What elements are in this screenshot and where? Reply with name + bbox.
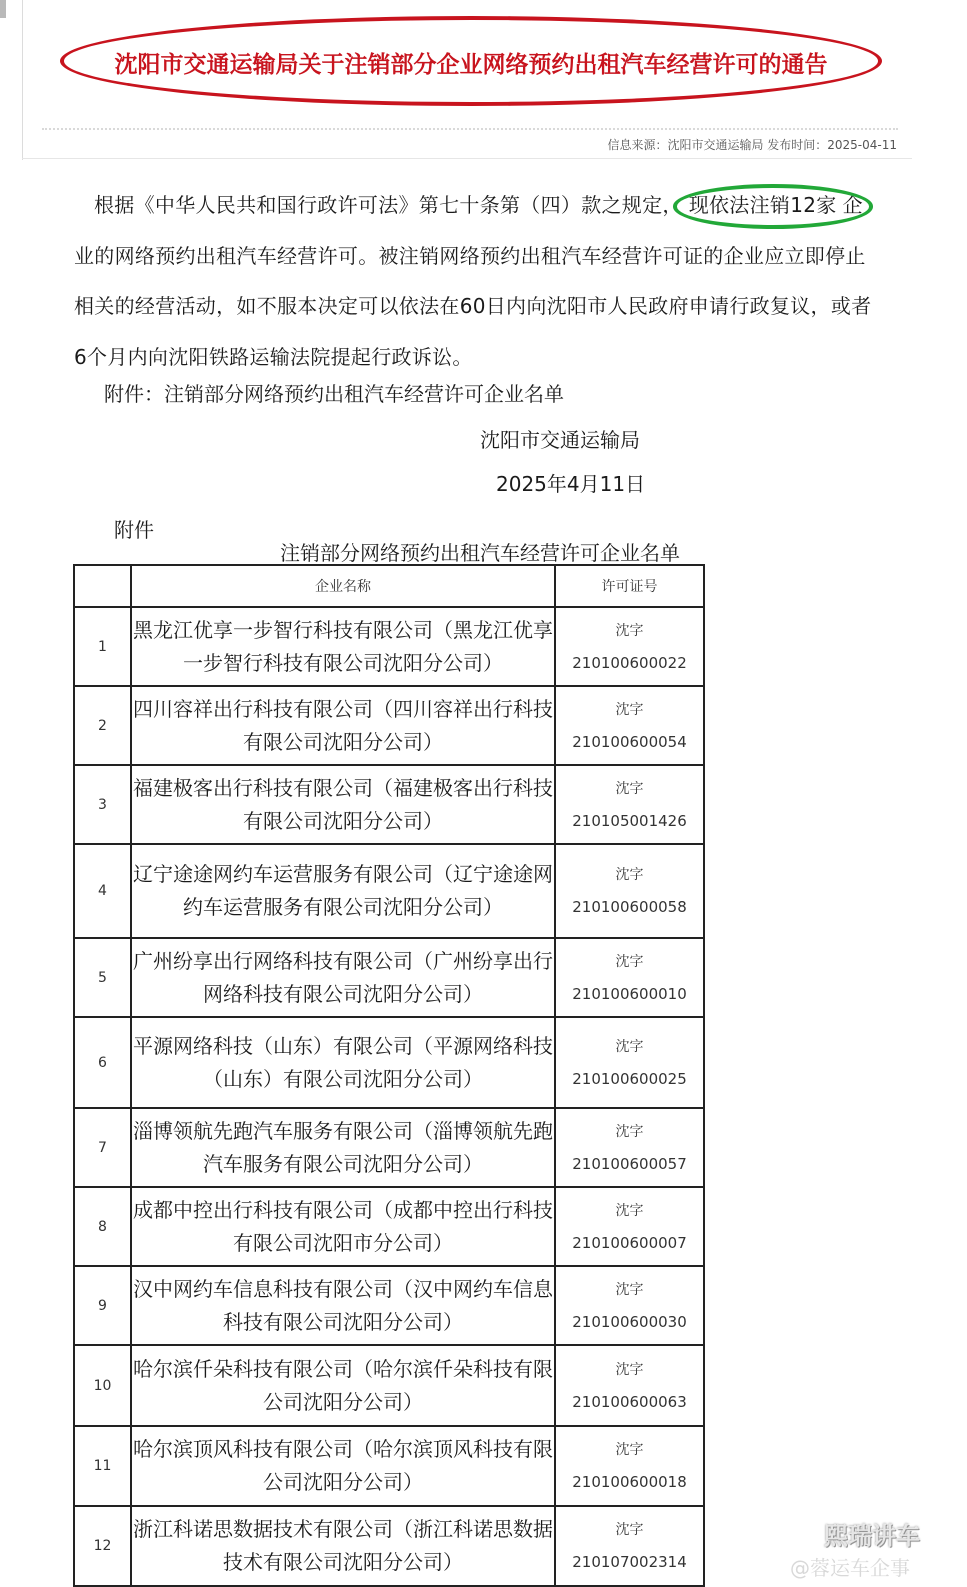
header-divider bbox=[22, 158, 912, 159]
platform-watermark: @蓉运车企事 bbox=[790, 1556, 910, 1580]
license-cell bbox=[555, 1108, 704, 1187]
table-row bbox=[74, 1108, 704, 1187]
row-index: 11 bbox=[74, 1426, 131, 1506]
notice-body bbox=[74, 180, 880, 382]
table-row bbox=[74, 1426, 704, 1506]
company-name: 哈尔滨顶风科技有限公司（哈尔滨顶风科技有限公司沈阳分公司） bbox=[131, 1426, 555, 1506]
license-cell bbox=[555, 765, 704, 844]
body-text-part2: 企业的网络预约出租汽车经营许可。被注销网络预约出租汽车经营许可证的企业应立即停止相关的经营活动，如不服本决定可以依法在60日内向沈阳市人民政府申请行政复议，或者6个月内向沈阳铁路运输法院提起行政诉讼。 bbox=[74, 193, 872, 369]
row-index: 4 bbox=[74, 844, 131, 938]
license-cell bbox=[555, 1506, 704, 1586]
license-number: 210105001426 bbox=[572, 811, 687, 830]
row-index: 3 bbox=[74, 765, 131, 844]
table-row bbox=[74, 1345, 704, 1426]
highlighted-text: 现依法注销12家 bbox=[688, 193, 837, 217]
row-index: 5 bbox=[74, 938, 131, 1017]
license-number: 210100600058 bbox=[572, 898, 687, 916]
company-name: 平源网络科技（山东）有限公司（平源网络科技（山东）有限公司沈阳分公司） bbox=[131, 1017, 555, 1108]
license-prefix: 沈字 bbox=[615, 1123, 644, 1140]
table-row bbox=[74, 1187, 704, 1266]
table-row bbox=[74, 844, 704, 938]
title-block bbox=[60, 16, 880, 104]
license-cell bbox=[555, 1017, 704, 1108]
header-license-no: 许可证号 bbox=[555, 565, 704, 607]
license-cell bbox=[555, 844, 704, 938]
license-cell bbox=[555, 938, 704, 1017]
license-cell bbox=[555, 1187, 704, 1266]
table-row bbox=[74, 1506, 704, 1586]
corner-scroll-mark bbox=[0, 0, 6, 18]
body-text-part1: 根据《中华人民共和国行政许可法》第七十条第（四）款之规定， bbox=[94, 193, 683, 217]
license-prefix: 沈字 bbox=[615, 780, 644, 797]
license-prefix: 沈字 bbox=[615, 1442, 644, 1458]
license-number: 210100600057 bbox=[572, 1154, 687, 1173]
company-name: 广州纷享出行网络科技有限公司（广州纷享出行网络科技有限公司沈阳分公司） bbox=[131, 938, 555, 1017]
author-watermark: 熙瑞讲车 bbox=[824, 1522, 920, 1550]
page-left-border bbox=[22, 0, 23, 160]
company-name: 成都中控出行科技有限公司（成都中控出行科技有限公司沈阳市分公司） bbox=[131, 1187, 555, 1266]
table-row bbox=[74, 1017, 704, 1108]
company-name: 浙江科诺思数据技术有限公司（浙江科诺思数据技术有限公司沈阳分公司） bbox=[131, 1506, 555, 1586]
table-row bbox=[74, 765, 704, 844]
annex-table-title: 注销部分网络预约出租汽车经营许可企业名单 bbox=[280, 541, 680, 565]
license-number: 210100600063 bbox=[572, 1392, 687, 1411]
license-cell bbox=[555, 1266, 704, 1345]
row-index: 8 bbox=[74, 1187, 131, 1266]
license-cell bbox=[555, 607, 704, 686]
company-name: 福建极客出行科技有限公司（福建极客出行科技有限公司沈阳分公司） bbox=[131, 765, 555, 844]
issuer-signature: 沈阳市交通运输局 bbox=[480, 428, 640, 452]
issue-date: 2025年4月11日 bbox=[496, 472, 646, 496]
license-number: 210100600022 bbox=[572, 653, 687, 672]
dotted-divider bbox=[42, 128, 898, 130]
revoked-company-table bbox=[73, 564, 705, 1587]
company-name: 四川容祥出行科技有限公司（四川容祥出行科技有限公司沈阳分公司） bbox=[131, 686, 555, 765]
license-number: 210100600025 bbox=[572, 1069, 687, 1088]
license-prefix: 沈字 bbox=[615, 1361, 644, 1378]
license-prefix: 沈字 bbox=[615, 1038, 644, 1055]
license-prefix: 沈字 bbox=[615, 1202, 644, 1219]
row-index: 2 bbox=[74, 686, 131, 765]
row-index: 6 bbox=[74, 1017, 131, 1108]
header-company-name: 企业名称 bbox=[131, 565, 555, 607]
company-name: 淄博领航先跑汽车服务有限公司（淄博领航先跑汽车服务有限公司沈阳分公司） bbox=[131, 1108, 555, 1187]
license-prefix: 沈字 bbox=[615, 867, 644, 883]
company-name: 辽宁途途网约车运营服务有限公司（辽宁途途网约车运营服务有限公司沈阳分公司） bbox=[131, 844, 555, 938]
license-number: 210100600030 bbox=[572, 1312, 687, 1331]
table-row bbox=[74, 607, 704, 686]
license-prefix: 沈字 bbox=[615, 1522, 644, 1538]
row-index: 12 bbox=[74, 1506, 131, 1586]
license-number: 210100600054 bbox=[572, 732, 687, 751]
license-cell bbox=[555, 1345, 704, 1426]
company-name: 哈尔滨仟朵科技有限公司（哈尔滨仟朵科技有限公司沈阳分公司） bbox=[131, 1345, 555, 1426]
license-cell bbox=[555, 1426, 704, 1506]
company-name: 汉中网约车信息科技有限公司（汉中网约车信息科技有限公司沈阳分公司） bbox=[131, 1266, 555, 1345]
row-index: 7 bbox=[74, 1108, 131, 1187]
license-prefix: 沈字 bbox=[615, 953, 644, 970]
table-row bbox=[74, 938, 704, 1017]
license-prefix: 沈字 bbox=[615, 622, 644, 639]
license-number: 210100600010 bbox=[572, 984, 687, 1003]
license-number: 210100600018 bbox=[572, 1473, 687, 1491]
row-index: 10 bbox=[74, 1345, 131, 1426]
table-row bbox=[74, 1266, 704, 1345]
license-prefix: 沈字 bbox=[615, 1281, 644, 1298]
header-index bbox=[74, 565, 131, 607]
attachment-line: 附件：注销部分网络预约出租汽车经营许可企业名单 bbox=[104, 382, 564, 406]
license-number: 210100600007 bbox=[572, 1233, 687, 1252]
annex-label: 附件 bbox=[114, 518, 154, 542]
table-header-row bbox=[74, 565, 704, 607]
notice-title: 沈阳市交通运输局关于注销部分企业网络预约出租汽车经营许可的通告 bbox=[114, 52, 828, 78]
row-index: 1 bbox=[74, 607, 131, 686]
table-row bbox=[74, 686, 704, 765]
license-cell bbox=[555, 686, 704, 765]
license-prefix: 沈字 bbox=[615, 701, 644, 718]
license-number: 210107002314 bbox=[572, 1553, 687, 1571]
company-name: 黑龙江优享一步智行科技有限公司（黑龙江优享一步智行科技有限公司沈阳分公司） bbox=[131, 607, 555, 686]
source-and-date: 信息来源：沈阳市交通运输局 发布时间：2025-04-11 bbox=[607, 138, 897, 152]
row-index: 9 bbox=[74, 1266, 131, 1345]
green-ellipse-highlight bbox=[683, 180, 843, 231]
